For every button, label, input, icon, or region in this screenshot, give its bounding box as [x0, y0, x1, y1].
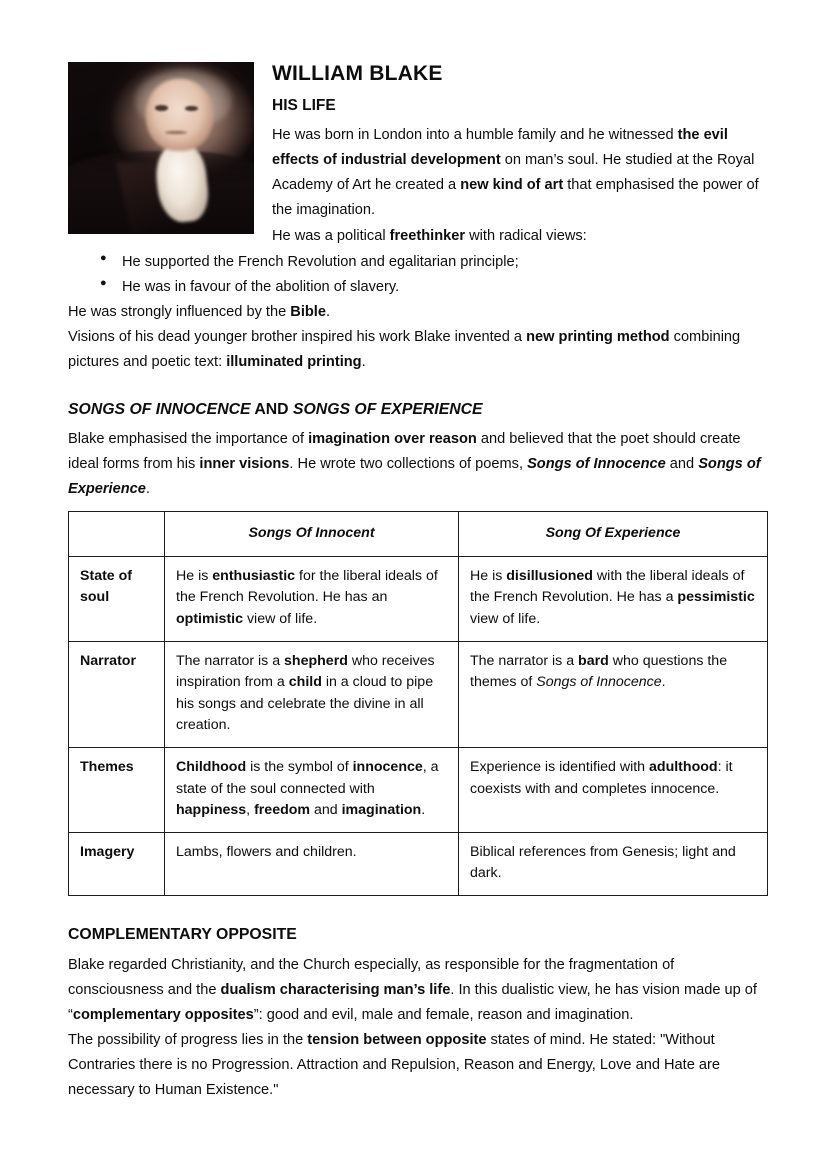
table-column-header-innocence: Songs Of Innocent [165, 512, 459, 557]
table-row [69, 556, 768, 641]
heading-part-innocence: SONGS OF INNOCENCE [68, 401, 251, 419]
complementary-paragraph-2: The possibility of progress lies in the tension between opposite states of mind. He stated: "Without Contraries there is no Progression. Attraction and Repulsion, Reason and Energy, Love and Hate are necessary to Human Existence." [68, 1032, 720, 1099]
life-paragraph-1: He was born in London into a humble family and he witnessed the evil effects of industrial development on man’s soul. He studied at the Royal Academy of Art he created a new kind of art that emphasised the power of the imagination. [272, 127, 759, 219]
comparison-table [68, 511, 768, 896]
table-body [69, 556, 768, 895]
cell-narrator-experience: The narrator is a bard who questions the themes of Songs of Innocence. [459, 641, 768, 747]
list-item: ● He was in favour of the abolition of slavery. [68, 275, 768, 300]
row-label-state-of-soul: State of soul [69, 556, 165, 641]
table-header-row [69, 512, 768, 557]
life-paragraph-3: He was strongly influenced by the Bible. [68, 303, 331, 320]
table-corner-cell [69, 512, 165, 557]
cell-themes-innocence: Childhood is the symbol of innocence, a state of the soul connected with happiness, freedom and imagination. [165, 747, 459, 832]
complementary-paragraph-1: Blake regarded Christianity, and the Church especially, as responsible for the fragmentation of consciousness and the dualism characterising man’s life. In this dualistic view, he has vision made up of “complementary opposites”: good and evil, male and female, reason and imagination. [68, 956, 757, 1023]
songs-intro-paragraph: Blake emphasised the importance of imagination over reason and believed that the poet should create ideal forms from his inner visions. He wrote two collections of poems, Songs of Innocence and Songs of Experience. [68, 431, 761, 498]
table-row [69, 747, 768, 832]
section-heading-songs [68, 401, 768, 420]
portrait-william-blake [68, 62, 254, 234]
cell-imagery-experience: Biblical references from Genesis; light and dark. [459, 832, 768, 895]
row-label-themes: Themes [69, 747, 165, 832]
table-column-header-experience: Song Of Experience [459, 512, 768, 557]
life-paragraph-2: He was a political freethinker with radical views: [272, 227, 587, 244]
row-label-imagery: Imagery [69, 832, 165, 895]
heading-part-experience: SONGS OF EXPERIENCE [292, 401, 483, 419]
cell-state-of-soul-innocence: He is enthusiastic for the liberal ideals of the French Revolution. He has an optimistic view of life. [165, 556, 459, 641]
heading-part-and: AND [250, 401, 293, 419]
section-heading-his-life: HIS LIFE [272, 97, 336, 115]
cell-narrator-innocence: The narrator is a shepherd who receives inspiration from a child in a cloud to pipe his songs and celebrate the divine in all creation. [165, 641, 459, 747]
header-block [68, 62, 768, 249]
cell-themes-experience: Experience is identified with adulthood: it coexists with and completes innocence. [459, 747, 768, 832]
page-title: WILLIAM BLAKE [272, 62, 443, 85]
table-row [69, 832, 768, 895]
life-paragraph-4: Visions of his dead younger brother inspired his work Blake invented a new printing method combining pictures and poetic text: illuminated printing. [68, 328, 741, 370]
section-heading-complementary-opposite: COMPLEMENTARY OPPOSITE [68, 925, 297, 943]
row-label-narrator: Narrator [69, 641, 165, 747]
table-row [69, 641, 768, 747]
cell-imagery-innocence: Lambs, flowers and children. [165, 832, 459, 895]
list-item: ● He supported the French Revolution and egalitarian principle; [68, 250, 768, 275]
cell-state-of-soul-experience: He is disillusioned with the liberal ideals of the French Revolution. He has a pessimistic view of life. [459, 556, 768, 641]
life-bullet-list [68, 250, 768, 300]
document-content [68, 62, 768, 1103]
